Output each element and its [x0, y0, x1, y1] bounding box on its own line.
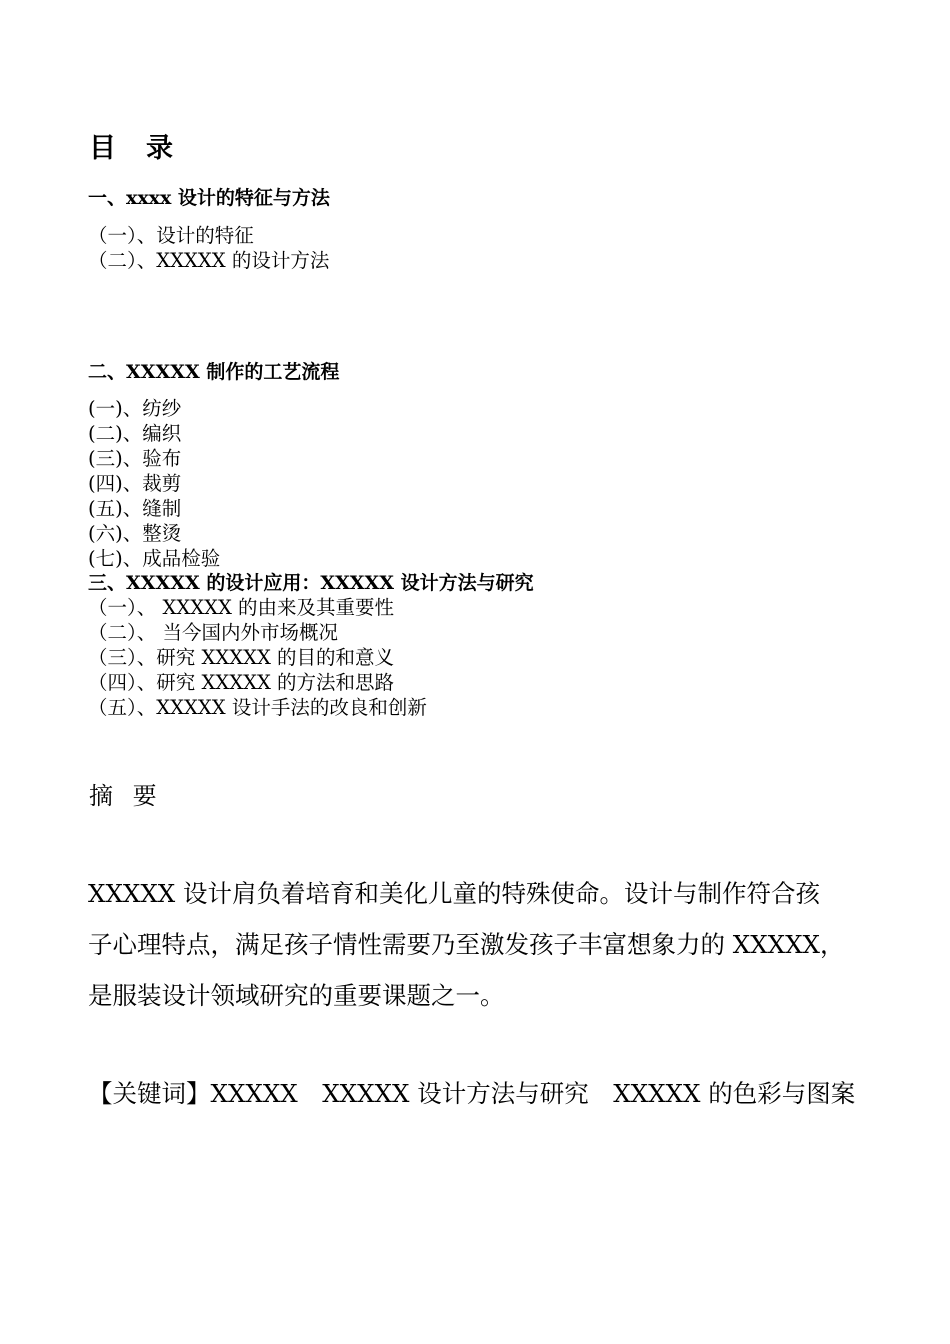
toc-section-2-item-4[interactable]: (四)、裁剪: [88, 472, 182, 495]
toc-title: [89, 135, 175, 162]
toc-section-3-heading[interactable]: 三、XXXXX 的设计应用：XXXXX 设计方法与研究: [88, 572, 534, 594]
toc-section-1-item-2[interactable]: （二）、XXXXX 的设计方法: [88, 249, 330, 272]
toc-section-3-item-5[interactable]: （五）、XXXXX 设计手法的改良和创新: [88, 696, 427, 719]
toc-section-3-item-2[interactable]: （二）、 当今国内外市场概况: [88, 621, 338, 644]
toc-title-char-1: 目: [89, 133, 118, 164]
abstract-line-3: 是服装设计领域研究的重要课题之一。: [88, 981, 505, 1010]
abstract-line-2: 子心理特点，满足孩子情性需要乃至激发孩子丰富想象力的 XXXXX，: [88, 930, 845, 959]
toc-title-char-2: 录: [146, 133, 175, 164]
abstract-line-1: XXXXX 设计肩负着培育和美化儿童的特殊使命。设计与制作符合孩: [88, 879, 820, 908]
toc-section-3-item-4[interactable]: （四）、研究 XXXXX 的方法和思路: [88, 671, 395, 694]
keywords-line: 【关键词】XXXXX XXXXX 设计方法与研究 XXXXX 的色彩与图案: [88, 1079, 856, 1108]
toc-section-2-item-6[interactable]: (六)、整烫: [88, 522, 182, 545]
toc-section-2-item-1[interactable]: (一)、纺纱: [88, 397, 182, 420]
abstract-title: 摘 要: [89, 782, 163, 810]
toc-section-2-item-5[interactable]: (五)、缝制: [88, 497, 182, 520]
toc-section-2-item-3[interactable]: (三)、验布: [88, 447, 182, 470]
toc-section-1-heading[interactable]: 一、xxxx 设计的特征与方法: [88, 187, 330, 209]
toc-section-3-item-1[interactable]: （一）、 XXXXX 的由来及其重要性: [88, 596, 395, 619]
toc-section-3-item-3[interactable]: （三）、研究 XXXXX 的目的和意义: [88, 646, 395, 669]
toc-section-2-heading[interactable]: 二、XXXXX 制作的工艺流程: [88, 361, 340, 383]
toc-section-2-item-7[interactable]: (七)、成品检验: [88, 547, 221, 570]
toc-section-2-item-2[interactable]: (二)、编织: [88, 422, 182, 445]
toc-section-1-item-1[interactable]: （一）、设计的特征: [88, 224, 254, 247]
